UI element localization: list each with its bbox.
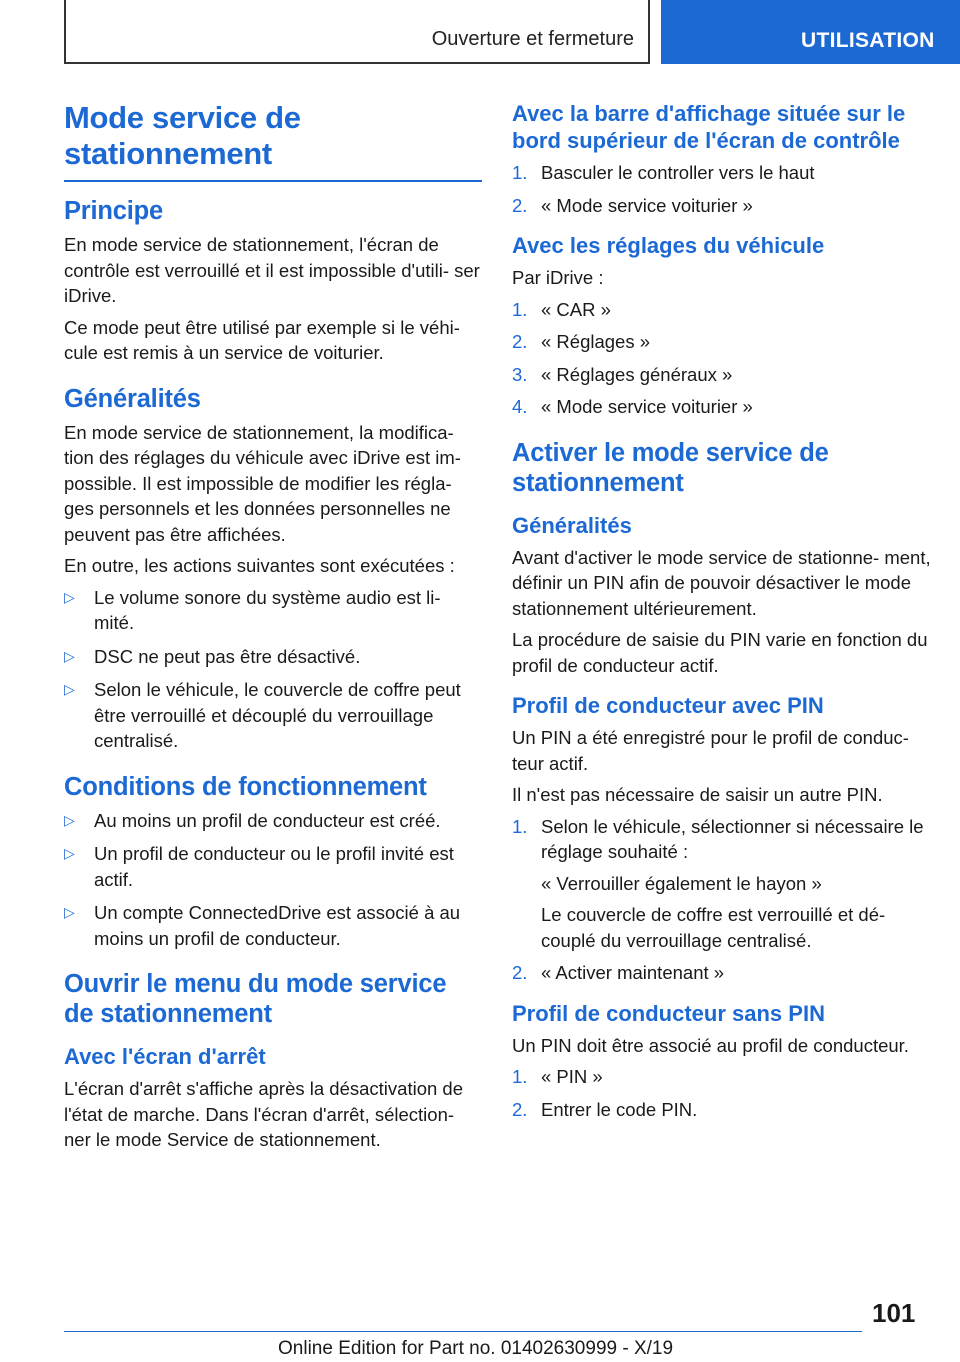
generalites-paragraph-2: En outre, les actions suivantes sont exécutées : xyxy=(64,555,455,576)
step-subtext: « Verrouiller également le hayon » xyxy=(541,872,822,894)
step-subtext: Le couvercle de coffre est verrouillé et dé‐ couplé du verrouillage centralisé. xyxy=(541,904,886,951)
profil-avec-pin-heading: Profil de conducteur avec PIN xyxy=(512,693,824,718)
activer-paragraph-2: La procédure de saisie du PIN varie en fonction du profil de conducteur actif. xyxy=(512,629,928,676)
list-item: 1. « PIN » xyxy=(512,1066,603,1087)
principe-heading: Principe xyxy=(64,197,164,225)
sans-pin-steps xyxy=(512,1064,932,1122)
footer-divider xyxy=(64,1331,862,1332)
avec-pin-steps xyxy=(512,814,932,986)
footer-edition: Online Edition for Part no. 01402630999 - X/19 xyxy=(278,1338,674,1359)
principe-paragraph-2: Ce mode peut être utilisé par exemple si le véhi‐ cule est remis à un service de voiturier. xyxy=(64,316,460,363)
list-item: ▷ Un compte ConnectedDrive est associé à au moins un profil de conducteur. xyxy=(64,902,461,949)
triangle-bullet-icon: ▷ xyxy=(64,811,75,828)
profil-sans-pin-heading: Profil de conducteur sans PIN xyxy=(512,1000,825,1026)
list-item: 1. « CAR » xyxy=(512,298,611,320)
list-item: 2. « Mode service voiturier » xyxy=(512,194,753,216)
chapter-title: UTILISATION xyxy=(801,29,935,52)
reglages-vehicule-heading: Avec les réglages du véhicule xyxy=(512,233,825,258)
activer-heading: Activer le mode service de stationnement xyxy=(512,438,829,497)
ouvrir-menu-heading: Ouvrir le menu du mode service de stationnement xyxy=(64,970,447,1028)
triangle-bullet-icon: ▷ xyxy=(64,647,75,664)
ecran-arret-paragraph: L'écran d'arrêt s'affiche après la désactivation de l'état de marche. Dans l'écran d'arrêt, sélection‐ ner le mode Service de stationnement. xyxy=(64,1078,463,1150)
left-column xyxy=(64,100,482,1159)
sans-pin-paragraph: Un PIN doit être associé au profil de conducteur. xyxy=(512,1034,909,1056)
avec-pin-paragraph-2: Il n'est pas nécessaire de saisir un autre PIN. xyxy=(512,784,883,805)
list-item: 1. Basculer le controller vers le haut xyxy=(512,162,815,183)
barre-steps xyxy=(512,160,932,218)
avec-pin-paragraph-1: Un PIN a été enregistré pour le profil de conduc‐ teur actif. xyxy=(512,727,909,774)
conditions-heading: Conditions de fonctionnement xyxy=(64,772,427,801)
principe-paragraph-1: En mode service de stationnement, l'écran de contrôle est verrouillé et il est impossible d'utili‐ ser iDrive. xyxy=(64,234,480,306)
triangle-bullet-icon: ▷ xyxy=(64,845,75,861)
triangle-bullet-icon: ▷ xyxy=(64,588,75,605)
conditions-bullet-list xyxy=(64,808,482,952)
list-item: ▷ Le volume sonore du système audio est li‐ mité. xyxy=(64,586,441,633)
chapter-tab xyxy=(661,0,960,64)
section-title: Ouverture et fermeture xyxy=(431,28,634,50)
list-item: ▷ Au moins un profil de conducteur est créé. xyxy=(64,808,482,834)
generalites-bullet-list xyxy=(64,585,482,754)
list-item: 2. « Réglages » xyxy=(512,331,651,352)
ecran-arret-heading: Avec l'écran d'arrêt xyxy=(64,1044,266,1069)
generalites-heading: Généralités xyxy=(64,384,201,413)
barre-affichage-heading: Avec la barre d'affichage située sur le bord supérieur de l'écran de contrôle xyxy=(512,101,906,153)
list-item: ▷ Selon le véhicule, le couvercle de coffre peut être verrouillé et découplé du verrouillage centralisé. xyxy=(64,679,461,751)
right-column xyxy=(512,100,932,1129)
generalites-paragraph-1: En mode service de stationnement, la modifica‐ tion des réglages du véhicule avec iDrive est im‐ possible. Il est impossible de modifier les régla‐ ges personnels et les données personnelles ne peuvent pas être affichées. xyxy=(64,421,461,545)
generalites-subheading: Généralités xyxy=(512,512,632,538)
activer-paragraph-1: Avant d'activer le mode service de stationne‐ ment, définir un PIN afin de pouvoir désactiver le mode stationnement ultérieurement. xyxy=(512,546,931,619)
triangle-bullet-icon: ▷ xyxy=(64,904,75,920)
list-item: 1. Selon le véhicule, sélectionner si nécessaire le réglage souhaité : « Verrouiller également le hayon » Le couvercle de coffre est verrouillé et dé‐ couplé du verrouillage centralisé. xyxy=(512,814,932,954)
triangle-bullet-icon: ▷ xyxy=(64,681,75,697)
page-title: Mode service de stationnement xyxy=(64,100,482,182)
list-item: 2. Entrer le code PIN. xyxy=(512,1098,698,1120)
list-item: 2. « Activer maintenant » xyxy=(512,962,725,983)
section-tab xyxy=(64,0,650,64)
page-header xyxy=(0,0,960,66)
list-item: 3. « Réglages généraux » xyxy=(512,363,733,385)
list-item: ▷ Un profil de conducteur ou le profil invité est actif. xyxy=(64,843,454,890)
reglages-steps xyxy=(512,297,932,420)
list-item: ▷ DSC ne peut pas être désactivé. xyxy=(64,644,482,670)
reglages-intro: Par iDrive : xyxy=(512,267,604,288)
list-item: 4. « Mode service voiturier » xyxy=(512,396,753,417)
page-number: 101 xyxy=(872,1298,916,1328)
